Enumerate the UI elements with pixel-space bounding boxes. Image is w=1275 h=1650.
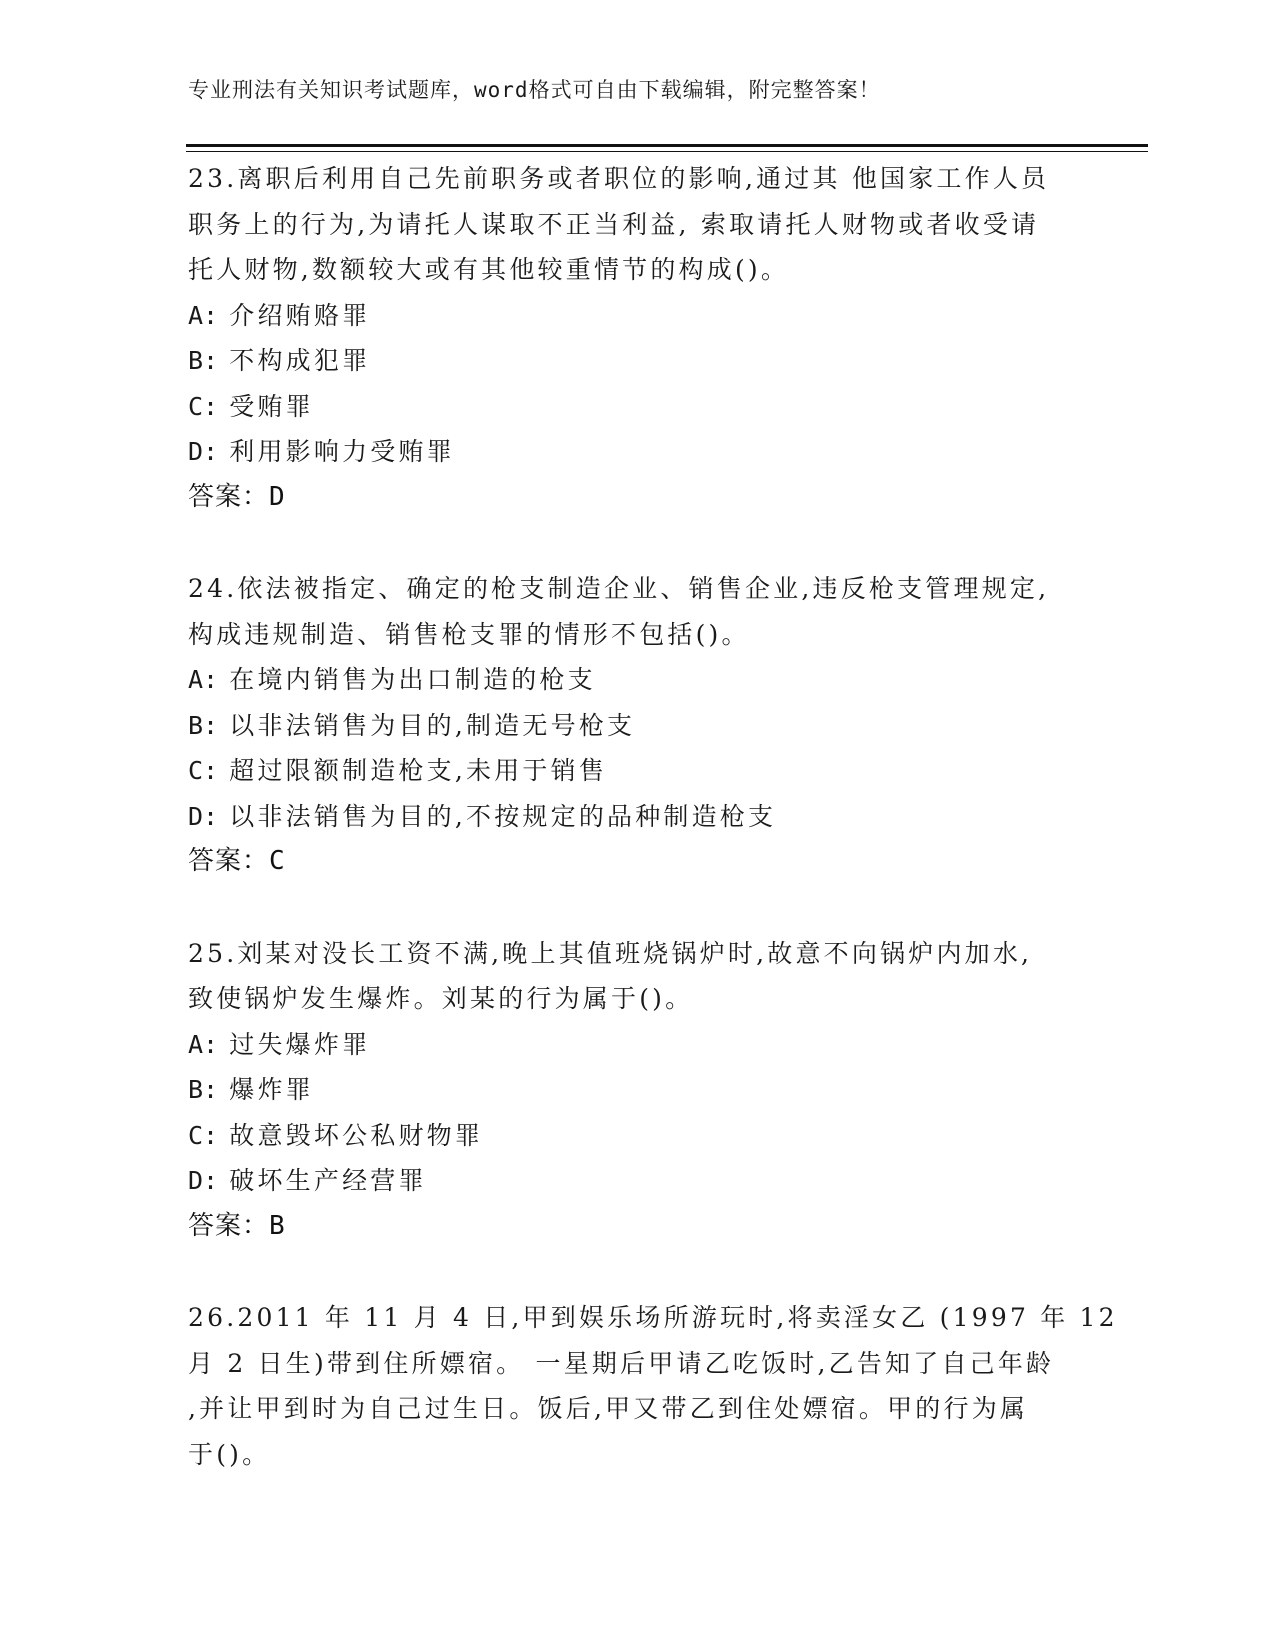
question-stem-line: 构成违规制造、销售枪支罪的情形不包括()。 bbox=[188, 619, 750, 649]
option-c bbox=[188, 748, 1088, 794]
answer-letter: B bbox=[269, 1210, 286, 1241]
option-c bbox=[188, 384, 1088, 430]
page-header: 专业刑法有关知识考试题库，word格式可自由下载编辑，附完整答案！ bbox=[188, 78, 881, 102]
question-stem-line: 26.2011 年 11 月 4 日,甲到娱乐场所游玩时,将卖淫女乙 (1997 年 12 bbox=[188, 1303, 1118, 1332]
option-text: 过失爆炸罪 bbox=[229, 1029, 371, 1059]
option-text: 破坏生产经营罪 bbox=[229, 1166, 427, 1195]
option-key: C: bbox=[188, 391, 219, 421]
option-key: A: bbox=[188, 1029, 219, 1059]
option-text: 以非法销售为目的,不按规定的品种制造枪支 bbox=[229, 801, 777, 831]
question-stem-line: 托人财物,数额较大或有其他较重情节的构成()。 bbox=[188, 255, 790, 284]
option-key: D: bbox=[188, 801, 219, 831]
question-stem-line: 23.离职后利用自己先前职务或者职位的影响,通过其 他国家工作人员 bbox=[188, 164, 1050, 193]
option-text: 爆炸罪 bbox=[229, 1075, 314, 1104]
option-key: B: bbox=[188, 710, 219, 740]
option-key: C: bbox=[188, 756, 219, 785]
option-text: 介绍贿赂罪 bbox=[229, 300, 371, 330]
option-text: 故意毁坏公私财物罪 bbox=[229, 1120, 484, 1150]
answer-label: 答案： bbox=[188, 481, 270, 512]
option-b bbox=[188, 1067, 1088, 1113]
option-c bbox=[188, 1113, 1088, 1159]
answer-label: 答案： bbox=[188, 846, 270, 876]
option-key: D: bbox=[188, 437, 219, 466]
option-text: 受贿罪 bbox=[229, 391, 314, 421]
question-stem-line: 月 2 日生)带到住所嫖宿。 一星期后甲请乙吃饭时,乙告知了自己年龄 bbox=[188, 1348, 1055, 1378]
option-text: 利用影响力受贿罪 bbox=[229, 437, 455, 466]
option-key: B: bbox=[188, 346, 219, 375]
option-a bbox=[188, 293, 1088, 339]
option-d bbox=[188, 429, 1088, 475]
option-d bbox=[188, 794, 1088, 840]
question-24 bbox=[188, 566, 1088, 885]
option-key: A: bbox=[188, 300, 219, 330]
option-a bbox=[188, 657, 1088, 703]
question-26 bbox=[188, 1295, 1118, 1477]
option-key: C: bbox=[188, 1120, 219, 1150]
answer bbox=[188, 475, 1088, 521]
answer-label: 答案： bbox=[188, 1210, 270, 1241]
option-text: 以非法销售为目的,制造无号枪支 bbox=[229, 710, 636, 740]
answer-letter: C bbox=[269, 846, 286, 876]
header-rule-thin bbox=[186, 151, 1148, 152]
option-d bbox=[188, 1158, 1088, 1204]
option-key: A: bbox=[188, 665, 219, 694]
question-23 bbox=[188, 156, 1088, 520]
option-b bbox=[188, 338, 1088, 384]
question-stem-line: ,并让甲到时为自己过生日。饭后,甲又带乙到住处嫖宿。甲的行为属 bbox=[188, 1394, 1029, 1423]
question-stem-line: 于()。 bbox=[188, 1439, 271, 1469]
option-b bbox=[188, 703, 1088, 749]
option-key: B: bbox=[188, 1075, 219, 1104]
option-text: 超过限额制造枪支,未用于销售 bbox=[229, 756, 608, 785]
question-stem-line: 24.依法被指定、确定的枪支制造企业、销售企业,违反枪支管理规定, bbox=[188, 574, 1050, 603]
question-stem-line: 职务上的行为,为请托人谋取不正当利益, 索取请托人财物或者收受请 bbox=[188, 209, 1040, 239]
answer-letter: D bbox=[269, 481, 286, 512]
option-text: 不构成犯罪 bbox=[229, 346, 371, 375]
option-a bbox=[188, 1022, 1088, 1068]
question-stem-line: 25.刘某对没长工资不满,晚上其值班烧锅炉时,故意不向锅炉内加水, bbox=[188, 938, 1033, 968]
answer bbox=[188, 1204, 1088, 1250]
question-stem-line: 致使锅炉发生爆炸。刘某的行为属于()。 bbox=[188, 984, 694, 1013]
answer bbox=[188, 839, 1088, 885]
question-list bbox=[188, 156, 1118, 1523]
header-rule-thick bbox=[186, 144, 1148, 147]
option-key: D: bbox=[188, 1166, 219, 1195]
option-text: 在境内销售为出口制造的枪支 bbox=[229, 665, 596, 694]
question-25 bbox=[188, 931, 1088, 1250]
